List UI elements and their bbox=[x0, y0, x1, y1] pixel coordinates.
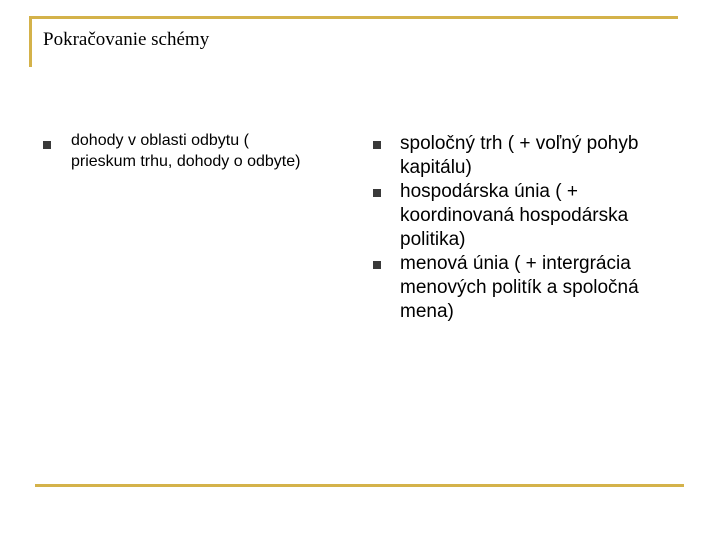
square-bullet-icon bbox=[373, 141, 381, 149]
bullet-text: dohody v oblasti odbytu ( prieskum trhu, dohody o odbyte) bbox=[71, 132, 301, 170]
square-bullet-icon bbox=[43, 141, 51, 149]
list-item bbox=[373, 252, 693, 324]
square-bullet-icon bbox=[373, 189, 381, 197]
bullet-text: spoločný trh ( + voľný pohyb kapitálu) bbox=[400, 133, 639, 178]
bullet-text: hospodárska únia ( + koordinovaná hospodárska politika) bbox=[400, 181, 629, 250]
list-item bbox=[373, 132, 693, 180]
footer-accent-line bbox=[35, 484, 684, 487]
list-item bbox=[43, 130, 313, 172]
bullet-text: menová únia ( + intergrácia menových politík a spoločná mena) bbox=[400, 253, 639, 322]
list-item bbox=[373, 180, 693, 252]
square-bullet-icon bbox=[373, 261, 381, 269]
left-bullet-list bbox=[43, 130, 313, 172]
right-bullet-list bbox=[373, 132, 693, 324]
title-accent-line-horizontal bbox=[29, 16, 678, 19]
slide-title: Pokračovanie schémy bbox=[43, 29, 210, 50]
title-accent-line-vertical bbox=[29, 16, 32, 67]
